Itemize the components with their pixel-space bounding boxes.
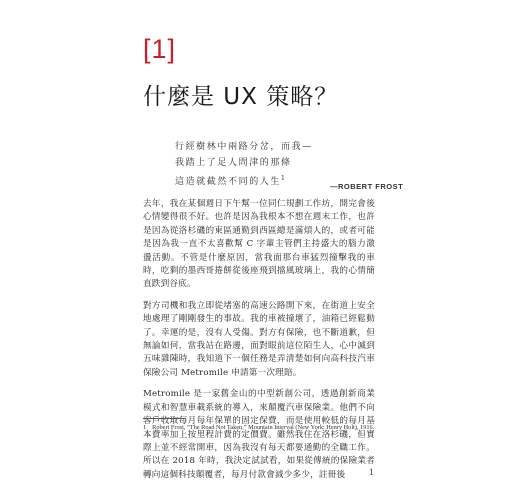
body-text	[143, 198, 375, 490]
epigraph-line: 行經樹林中兩路分岔，而我—	[175, 142, 313, 152]
footnote-number: 1	[143, 424, 147, 431]
chapter-number: [1]	[143, 34, 177, 64]
epigraph-attribution: —ROBERT FROST	[330, 182, 404, 191]
footnote-text: Robert Frost, “The Road Not Taken,” Mountain Interval (New York: Henry Holt), 1916.	[152, 424, 375, 431]
footnote-divider	[143, 418, 185, 419]
paragraph: 去年，我在某個週日下午幫一位同仁規劃工作坊，開完會後心情變得很不好。也許是因為我根本不想在週末工作，也許是因為從洛杉磯的東區通勤到西區總是滿煩人的，或者可能是因為我一直不太喜歡幫 C 字輩主管們主持盛大的腦力激盪活動。不管是什麼原因，當我面那台車猛烈撞擊我的車時，吃剩的墨西哥捲餅從後座飛到擋風玻璃上，我的心情簡直跌到谷底。	[143, 199, 375, 290]
chapter-title: 什麼是 UX 策略？	[143, 84, 339, 110]
footnote-reference[interactable]: 1	[281, 175, 285, 182]
footnote	[143, 424, 383, 431]
page-number: 1	[369, 467, 374, 477]
epigraph-line: 我踏上了足人問津的那條	[175, 157, 292, 168]
epigraph-line-text: 這造就截然不同的人生	[175, 177, 282, 187]
paragraph: Metromile 是一家舊金山的中型新創公司，透過創新商業模式和智慧車載系統的導入，來顛覆汽車保險業。他們不向客戶收取每月每年保單的固定保費，而是使用較低的每月基本費率加上按里程計費的定價費。雖然我住在洛杉磯，但實際上並不經常開車，因為我沒有每天都要通勤的全職工作。所以在 2018 年時，我決定試試看，如果從傳統的保險業者轉向這個科技顛覆者，每月付款會減少多少，註冊後	[143, 389, 375, 480]
paragraph: 對方司機和我立即從堵塞的高速公路開下來，在街道上安全地處理了剛剛發生的事故。我的車被撞壞了，油箱已經鬆動了。幸運的是，沒有人受傷。對方有保險，也不斷道歉，但無論如何，當我站在路邊，面對眼前這位陌生人，心中滅到五味雜陳時，我知道下一個任務是弄清楚如何向高科技汽車保險公司 Metromile 申請第一次理賠。	[143, 300, 375, 378]
